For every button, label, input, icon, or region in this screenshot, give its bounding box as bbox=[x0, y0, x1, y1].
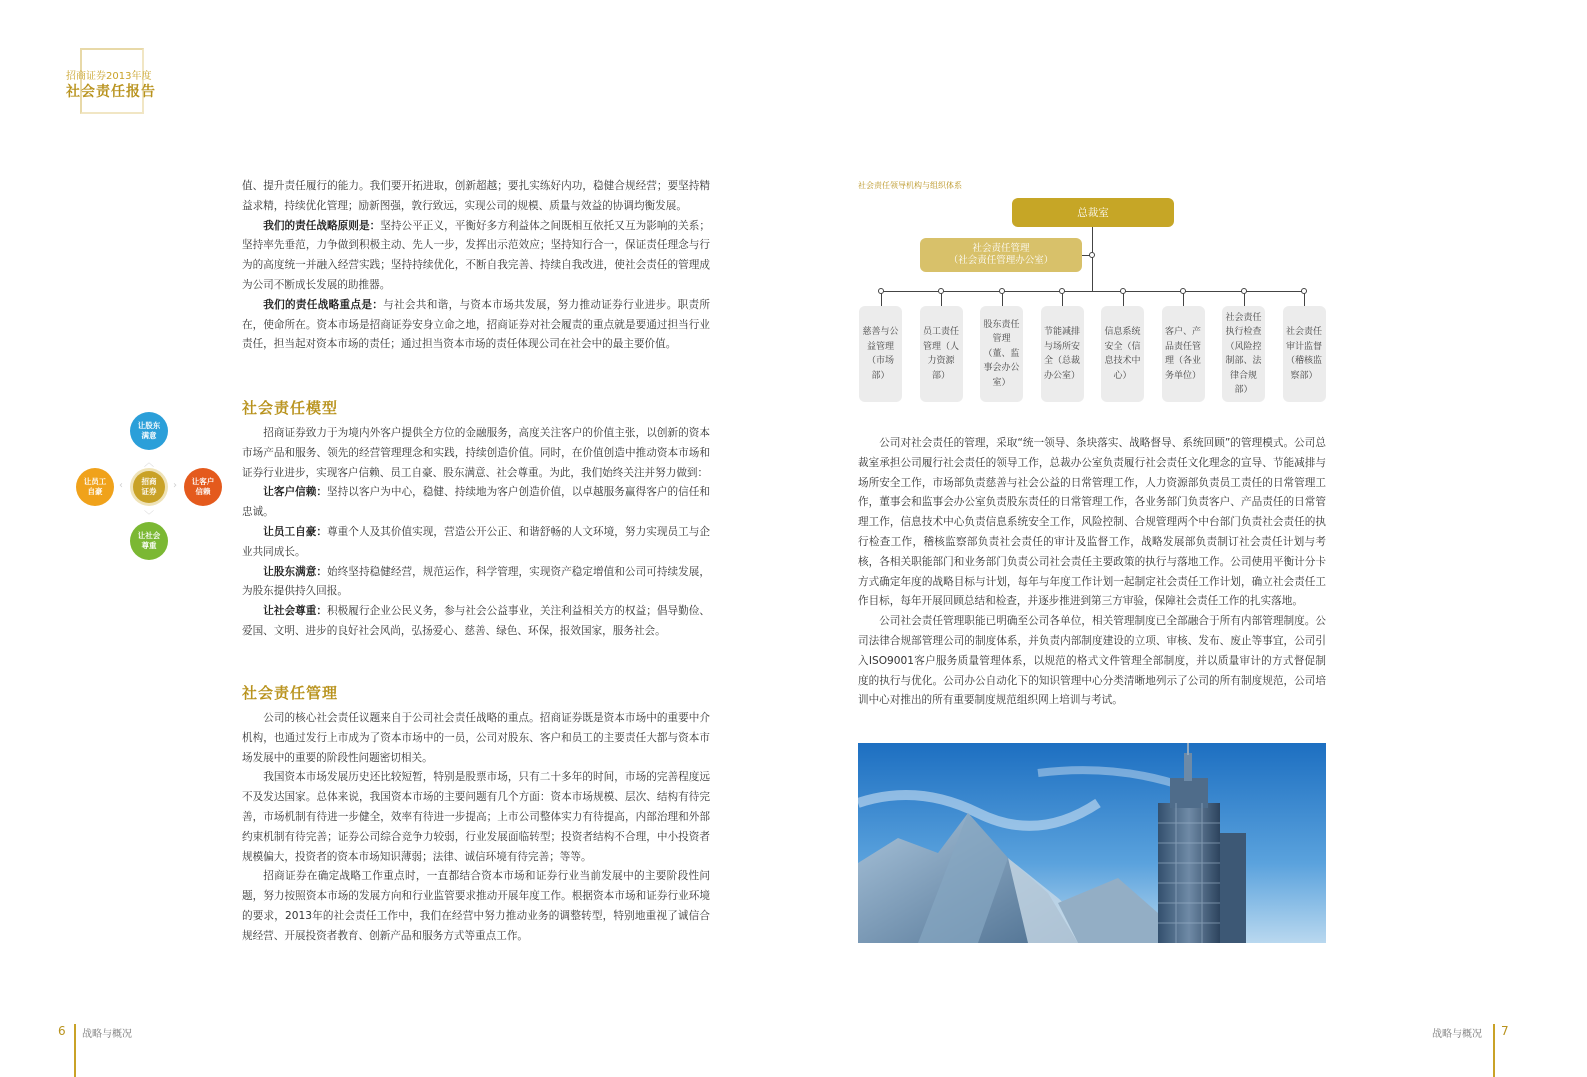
org-box-president-office: 总裁室 bbox=[1012, 198, 1174, 227]
org-dept-dot bbox=[1059, 288, 1065, 294]
org-dept-dot bbox=[1120, 288, 1126, 294]
model-paragraph-3: 让股东满意：始终坚持稳健经营，规范运作，科学管理，实现资产稳定增值和公司可持续发展，为股东提供持久回报。 bbox=[242, 565, 711, 598]
model-paragraph-2: 让员工自豪：尊重个人及其价值实现，营造公开公正、和谐舒畅的人文环境，努力实现员工与企业共同成长。 bbox=[242, 525, 711, 558]
chevron-down-icon: ﹀ bbox=[144, 511, 154, 522]
chevron-left-icon: ‹ bbox=[119, 480, 123, 491]
left-page-number: 6 bbox=[58, 1024, 66, 1038]
org-dept-dot bbox=[878, 288, 884, 294]
building-photo-illustration bbox=[858, 743, 1326, 943]
left-footer-bar bbox=[74, 1024, 76, 1077]
org-connector-vertical bbox=[1092, 227, 1093, 292]
responsibility-model-diagram bbox=[74, 410, 224, 564]
org-dept-box: 客户、产品责任管理（各业务单位） bbox=[1162, 306, 1205, 402]
circle-customers: 让客户信赖 bbox=[184, 468, 222, 506]
model-text bbox=[242, 424, 710, 642]
right-footer-bar bbox=[1493, 1024, 1495, 1077]
circle-shareholders: 让股东满意 bbox=[130, 412, 168, 450]
org-dept-dot bbox=[1180, 288, 1186, 294]
section-title-management: 社会责任管理 bbox=[242, 684, 339, 702]
circle-society: 让社会尊重 bbox=[130, 522, 168, 560]
model-paragraph-1: 让客户信赖：坚持以客户为中心，稳健、持续地为客户创造价值，以卓越服务赢得客户的信任和忠诚。 bbox=[242, 486, 711, 519]
model-paragraph-0: 招商证券致力于为境内外客户提供全方位的金融服务，高度关注客户的价值主张，以创新的资本市场产品和服务、领先的经营管理理念和实践，持续创造价值。同时，在价值创造中推动资本市场和证券行业进步，实现客户信赖、员工自豪、股东满意、社会尊重。为此，我们始终关注并努力做到： bbox=[242, 427, 710, 479]
circle-company: 招商证券 bbox=[133, 471, 165, 503]
org-dept-box: 慈善与公益管理（市场部） bbox=[859, 306, 902, 402]
circle-employees: 让员工自豪 bbox=[76, 468, 114, 506]
section-title-model: 社会责任模型 bbox=[242, 399, 339, 417]
org-dept-box: 社会责任执行检查（风险控制部、法律合规部） bbox=[1222, 306, 1265, 402]
intro-paragraph-1: 我们的责任战略原则是：坚持公平正义，平衡好多方利益体之间既相互依托又互为影响的关系；坚持率先垂范，力争做到积极主动、先人一步，发挥出示范效应；坚持知行合一，保证责任理念与行为的高度统一并融入经营实践；坚持持续优化，不断自我完善、持续自我改进，使社会责任的管理成为公司不断成长发展的助推器。 bbox=[242, 219, 711, 291]
management-paragraph-1: 我国资本市场发展历史还比较短暂，特别是股票市场，只有二十多年的时间，市场的完善程度远不及发达国家。总体来说，我国资本市场的主要问题有几个方面：资本市场规模、层次、结构有待完善，市场机制有待进一步健全，效率有待进一步提高；上市公司整体实力有待提高，内部治理和外部约束机制有待完善；证券公司综合竞争力较弱，行业发展面临转型；投资者结构不合理，中小投资者规模偏大，投资者的资本市场知识薄弱；法律、诚信环境有待完善；等等。 bbox=[242, 771, 710, 863]
management-text bbox=[242, 709, 710, 947]
intro-paragraph-0: 值、提升责任履行的能力。我们要开拓进取，创新超越；要扎实练好内功，稳健合规经营；要坚持精益求精，持续优化管理；励新图强，敦行致远，实现公司的规模、质量与效益的协调均衡发展。 bbox=[242, 180, 710, 212]
org-dept-box: 信息系统安全（信息技术中心） bbox=[1101, 306, 1144, 402]
org-chart-title: 社会责任领导机构与组织体系 bbox=[858, 181, 962, 190]
org-box-csr-management: 社会责任管理 （社会责任管理办公室） bbox=[920, 238, 1082, 272]
org-dept-box: 节能减排与场所安全（总裁办公室） bbox=[1041, 306, 1084, 402]
report-year-label: 招商证券2013年度 bbox=[66, 71, 152, 82]
management-paragraph-0: 公司的核心社会责任议题来自于公司社会责任战略的重点。招商证券既是资本市场中的重要中介机构，也通过发行上市成为了资本市场中的一员，公司对股东、客户和员工的主要责任大都与资本市场发展中的重要的阶段性问题密切相关。 bbox=[242, 712, 710, 764]
org-dept-box: 社会责任审计监督（稽核监察部） bbox=[1283, 306, 1326, 402]
right-paragraph-1: 公司社会责任管理职能已明确至公司各单位，相关管理制度已全部融合于所有内部管理制度。公司法律合规部管理公司的制度体系，并负责内部制度建设的立项、审核、发布、废止等事宜，公司引入ISO9001客户服务质量管理体系，以规范的格式文件管理全部制度，并以质量审计的方式督促制度的执行与优化。公司办公自动化下的知识管理中心分类清晰地列示了公司的所有制度规范，公司培训中心对推出的所有重要制度规范组织网上培训与考试。 bbox=[858, 615, 1326, 707]
org-dept-box: 股东责任管理（董、监事会办公室） bbox=[980, 306, 1023, 402]
left-footer-section: 战略与概况 bbox=[82, 1029, 132, 1040]
intro-paragraph-2: 我们的责任战略重点是：与社会共和谐，与资本市场共发展，努力推动证券行业进步。职责所在，使命所在。资本市场是招商证券安身立命之地，招商证券对社会履责的重点就是要通过担当行业责任，担当起对资本市场的责任；通过担当资本市场的责任体现公司在社会中的最主要价值。 bbox=[242, 298, 711, 351]
right-footer-section: 战略与概况 bbox=[1432, 1029, 1482, 1040]
org-dept-dot bbox=[1241, 288, 1247, 294]
management-mode-text bbox=[858, 434, 1326, 711]
org-connector-dot bbox=[1089, 252, 1095, 258]
intro-text bbox=[242, 177, 710, 355]
org-dept-dot bbox=[999, 288, 1005, 294]
building-photo bbox=[858, 743, 1326, 943]
model-paragraph-4: 让社会尊重：积极履行企业公民义务，参与社会公益事业，关注利益相关方的权益；倡导勤俭、爱国、文明、进步的良好社会风尚，弘扬爱心、慈善、绿色、环保，报效国家，服务社会。 bbox=[242, 605, 711, 637]
right-page-number: 7 bbox=[1501, 1024, 1509, 1038]
management-paragraph-2: 招商证券在确定战略工作重点时，一直都结合资本市场和证券行业当前发展中的主要阶段性问题，努力按照资本市场的发展方向和行业监管要求推动开展年度工作。根据资本市场和证券行业环境的要求，2013年的社会责任工作中，我们在经营中努力推动业务的调整转型，特别地重视了诚信合规经营、开展投资者教育、创新产品和服务方式等重点工作。 bbox=[242, 870, 710, 942]
report-title: 社会责任报告 bbox=[66, 84, 156, 100]
chevron-right-icon: › bbox=[173, 480, 177, 491]
chevron-up-icon: ︿ bbox=[144, 458, 154, 469]
org-dept-box: 员工责任管理（人力资源部） bbox=[920, 306, 963, 402]
right-paragraph-0: 公司对社会责任的管理，采取“统一领导、条块落实、战略督导、系统回顾”的管理模式。公司总裁室承担公司履行社会责任的领导工作，总裁办公室负责履行社会责任文化理念的宣导、节能减排与场所安全工作，市场部负责慈善与社会公益的日常管理工作，人力资源部负责员工责任的日常管理工作，董事会和监事会办公室负责股东责任的日常管理工作，各业务部门负责客户、产品责任的日常管理工作，信息技术中心负责信息系统安全工作，风险控制、合规管理两个中台部门负责社会责任的执行检查工作，稽核监察部负责社会责任的审计及监督工作，战略发展部负责制订社会责任计划与考核，各相关职能部门和业务部门负责公司社会责任主要政策的执行与落地工作。公司使用平衡计分卡方式确定年度的战略目标与计划，每年与年度工作计划一起制定社会责任工作计划，确立社会责任工作目标，每年开展回顾总结和检查，并逐步推进到第三方审验，保障社会责任工作的扎实落地。 bbox=[858, 437, 1326, 608]
org-dept-dot bbox=[938, 288, 944, 294]
org-dept-dot bbox=[1301, 288, 1307, 294]
